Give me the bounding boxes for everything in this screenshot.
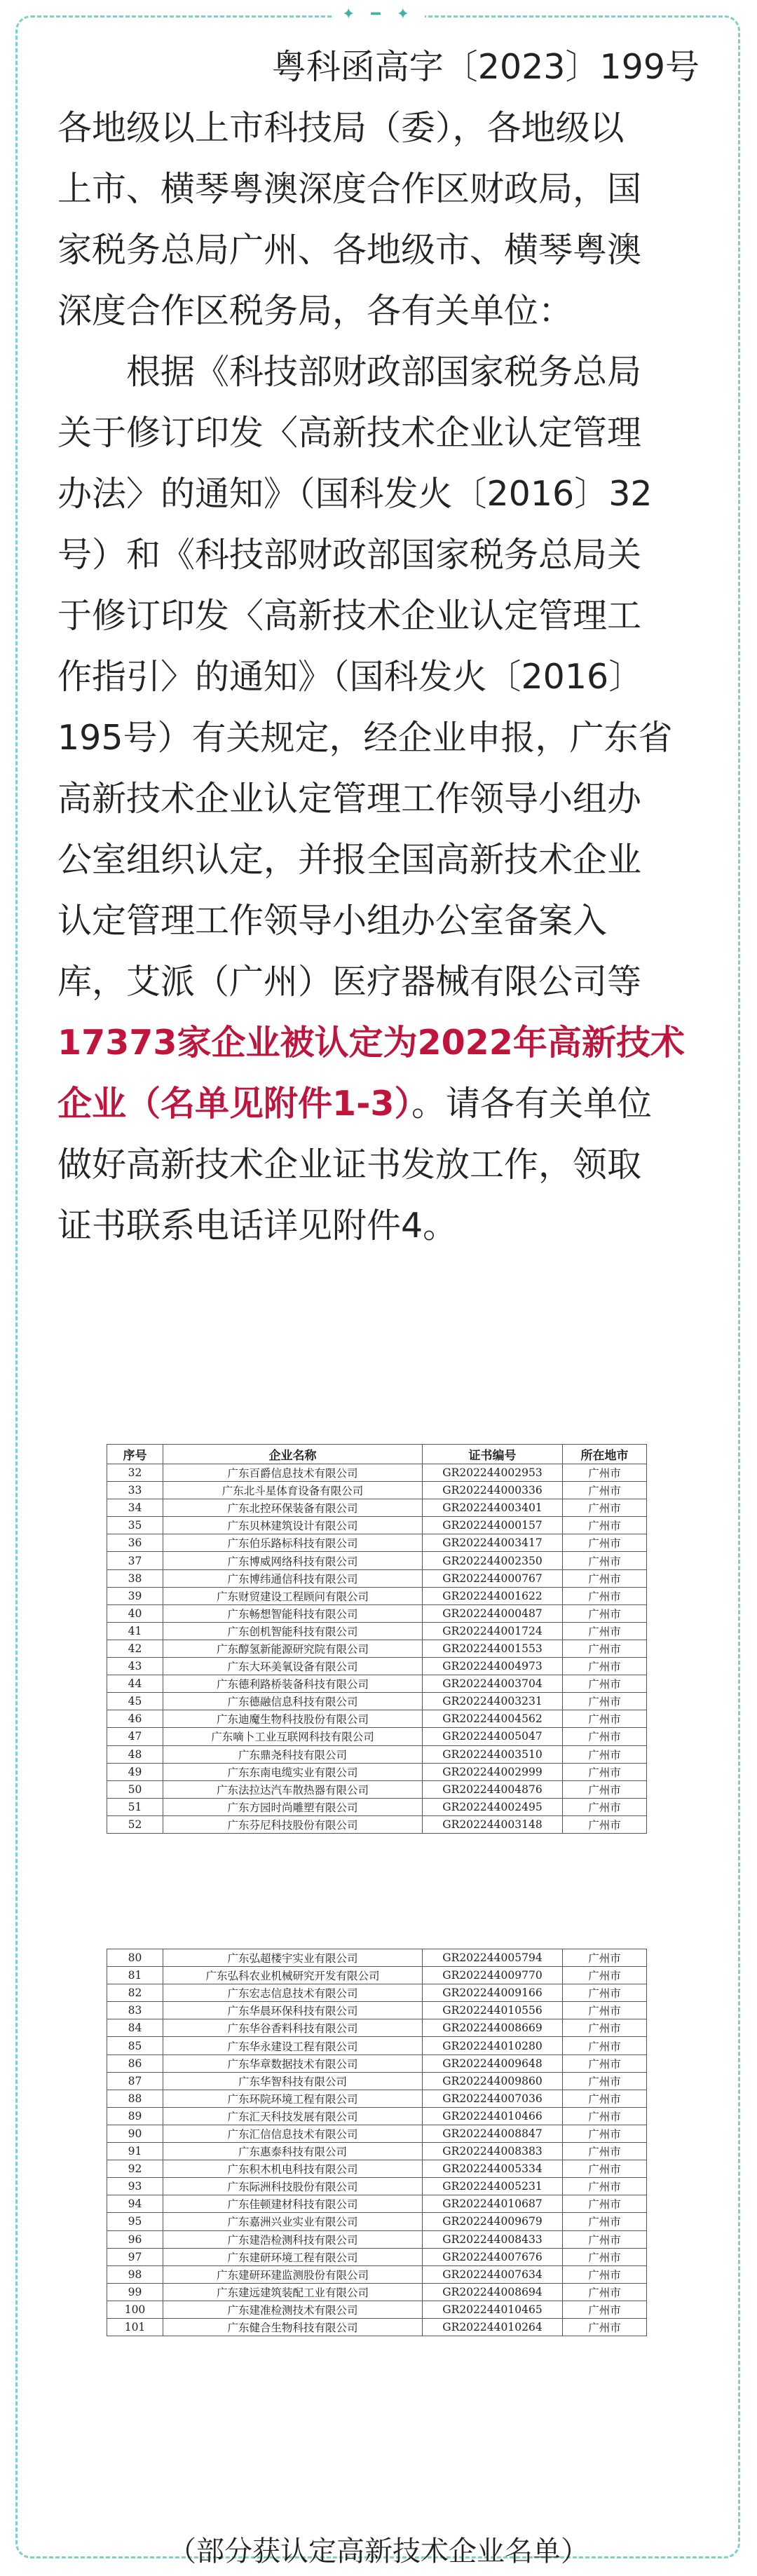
table-row (107, 1640, 647, 1657)
city: 广州市 (563, 1499, 647, 1517)
table-row (107, 1464, 647, 1482)
certificate-number: GR202244010280 (423, 2037, 563, 2054)
company-name: 广东建准检测技术有限公司 (163, 2301, 423, 2318)
company-name: 广东华永建设工程有限公司 (163, 2037, 423, 2054)
certificate-number: GR202244008433 (423, 2230, 563, 2248)
highlight-text-2: 企业（名单见附件1-3） (57, 1084, 412, 1124)
company-name: 广东博威网络科技有限公司 (163, 1552, 423, 1569)
decoration-ornament: ✦ ━ ✦ (332, 6, 425, 23)
table-row (107, 2318, 647, 2336)
table-row (107, 1622, 647, 1640)
table-row (107, 2213, 647, 2230)
company-name: 广东方园时尚雕塑有限公司 (163, 1798, 423, 1815)
company-table-part1 (107, 1444, 646, 1834)
table-row (107, 1675, 647, 1693)
certificate-number: GR202244010264 (423, 2318, 563, 2336)
table-row (107, 2072, 647, 2090)
body-line: 号）和《科技部财政部国家税务总局关 (57, 535, 642, 575)
table-row (107, 1967, 647, 1984)
table-header-row (107, 1445, 647, 1464)
document-number: 粤科函高字〔2023〕199号 (271, 47, 700, 87)
company-name: 广东伯乐路标科技有限公司 (163, 1534, 423, 1552)
certificate-number: GR202244002495 (423, 1798, 563, 1815)
city: 广州市 (563, 1763, 647, 1780)
certificate-number: GR202244007634 (423, 2265, 563, 2283)
row-number: 38 (107, 1569, 163, 1587)
city: 广州市 (563, 1552, 647, 1569)
column-header: 序号 (107, 1445, 163, 1464)
company-name: 广东芬尼科技股份有限公司 (163, 1815, 423, 1833)
city: 广州市 (563, 1967, 647, 1984)
table-row (107, 2160, 647, 2178)
certificate-number: GR202244008669 (423, 2019, 563, 2037)
company-name: 广东佳顿建材科技有限公司 (163, 2195, 423, 2213)
table-row (107, 1710, 647, 1728)
city: 广州市 (563, 2002, 647, 2019)
row-number: 45 (107, 1693, 163, 1710)
highlight-line-1 (57, 1012, 700, 1073)
table-row (107, 2143, 647, 2160)
company-name: 广东东南电缆实业有限公司 (163, 1763, 423, 1780)
body-line: 深度合作区税务局，各有关单位： (57, 291, 573, 331)
city: 广州市 (563, 1675, 647, 1693)
table-row (107, 1815, 647, 1833)
table-row (107, 2054, 647, 2072)
row-number: 89 (107, 2107, 163, 2125)
city: 广州市 (563, 2213, 647, 2230)
row-number: 80 (107, 1949, 163, 1967)
company-table-part2 (107, 1949, 646, 2336)
certificate-number: GR202244010465 (423, 2301, 563, 2318)
company-name: 广东积木机电科技有限公司 (163, 2160, 423, 2178)
certificate-number: GR202244000767 (423, 1569, 563, 1587)
table-row (107, 2265, 647, 2283)
certificate-number: GR202244009166 (423, 1984, 563, 2002)
row-number: 40 (107, 1604, 163, 1622)
city: 广州市 (563, 1949, 647, 1967)
body-line: 作指引〉的通知》（国科发火〔2016〕 (57, 657, 643, 697)
company-name: 广东弘超楼宇实业有限公司 (163, 1949, 423, 1967)
table-row (107, 2019, 647, 2037)
row-number: 84 (107, 2019, 163, 2037)
city: 广州市 (563, 1569, 647, 1587)
city: 广州市 (563, 1728, 647, 1745)
company-name: 广东百爵信息技术有限公司 (163, 1464, 423, 1482)
certificate-number: GR202244000157 (423, 1517, 563, 1534)
company-name: 广东华章数据技术有限公司 (163, 2054, 423, 2072)
city: 广州市 (563, 1658, 647, 1675)
row-number: 90 (107, 2125, 163, 2142)
body-line: 根据《科技部财政部国家税务总局 (126, 352, 642, 392)
body-line: 公室组织认定，并报全国高新技术企业 (57, 840, 642, 880)
city: 广州市 (563, 2019, 647, 2037)
certificate-number: GR202244008847 (423, 2125, 563, 2142)
city: 广州市 (563, 1745, 647, 1763)
certificate-number: GR202244004973 (423, 1658, 563, 1675)
city: 广州市 (563, 1984, 647, 2002)
city: 广州市 (563, 2037, 647, 2054)
row-number: 49 (107, 1763, 163, 1780)
certificate-number: GR202244002350 (423, 1552, 563, 1569)
company-name: 广东德利路桥装备科技有限公司 (163, 1675, 423, 1693)
row-number: 33 (107, 1482, 163, 1499)
row-number: 92 (107, 2160, 163, 2178)
table-row (107, 1499, 647, 1517)
city: 广州市 (563, 1534, 647, 1552)
certificate-number: GR202244005047 (423, 1728, 563, 1745)
certificate-number: GR202244010556 (423, 2002, 563, 2019)
tail-lines (57, 1134, 700, 1256)
table-row (107, 1587, 647, 1604)
city: 广州市 (563, 1604, 647, 1622)
highlight-line-2 (57, 1073, 700, 1134)
row-number: 96 (107, 2230, 163, 2248)
body-line: 各地级以上市科技局（委），各地级以 (57, 108, 625, 148)
certificate-number: GR202244005794 (423, 1949, 563, 1967)
row-number: 93 (107, 2178, 163, 2195)
company-name: 广东宏志信息技术有限公司 (163, 1984, 423, 2002)
body-line: 195号）有关规定，经企业申报，广东省 (57, 718, 673, 758)
row-number: 86 (107, 2054, 163, 2072)
certificate-number: GR202244001553 (423, 1640, 563, 1657)
row-number: 47 (107, 1728, 163, 1745)
table-row (107, 2107, 647, 2125)
table-row (107, 2002, 647, 2019)
certificate-number: GR202244004876 (423, 1780, 563, 1798)
city: 广州市 (563, 1710, 647, 1728)
row-number: 101 (107, 2318, 163, 2336)
table-row (107, 1552, 647, 1569)
company-name: 广东健合生物科技有限公司 (163, 2318, 423, 2336)
certificate-number: GR202244003510 (423, 1745, 563, 1763)
certificate-number: GR202244002953 (423, 1464, 563, 1482)
company-name: 广东嘀卜工业互联网科技有限公司 (163, 1728, 423, 1745)
city: 广州市 (563, 2125, 647, 2142)
city: 广州市 (563, 2265, 647, 2283)
table-row (107, 2090, 647, 2107)
certificate-number: GR202244009860 (423, 2072, 563, 2090)
city: 广州市 (563, 2283, 647, 2301)
column-header: 证书编号 (423, 1445, 563, 1464)
certificate-number: GR202244009648 (423, 2054, 563, 2072)
certificate-number: GR202244004562 (423, 1710, 563, 1728)
body-line: 家税务总局广州、各地级市、横琴粤澳 (57, 230, 642, 270)
city: 广州市 (563, 2107, 647, 2125)
certificate-number: GR202244008694 (423, 2283, 563, 2301)
certificate-number: GR202244009770 (423, 1967, 563, 1984)
table-row (107, 1763, 647, 1780)
row-number: 99 (107, 2283, 163, 2301)
city: 广州市 (563, 1693, 647, 1710)
row-number: 46 (107, 1710, 163, 1728)
company-name: 广东建远建筑装配工业有限公司 (163, 2283, 423, 2301)
highlight-text-1: 17373家企业被认定为2022年高新技术 (57, 1023, 685, 1063)
city: 广州市 (563, 2230, 647, 2248)
body-line: 认定管理工作领导小组办公室备案入 (57, 901, 608, 941)
certificate-number: GR202244003231 (423, 1693, 563, 1710)
company-name: 广东贝林建筑设计有限公司 (163, 1517, 423, 1534)
table-row (107, 1517, 647, 1534)
company-name: 广东鼎尧科技有限公司 (163, 1745, 423, 1763)
certificate-number: GR202244002999 (423, 1763, 563, 1780)
row-number: 100 (107, 2301, 163, 2318)
row-number: 83 (107, 2002, 163, 2019)
company-name: 广东建研环建监测股份有限公司 (163, 2265, 423, 2283)
company-name: 广东北斗星体育设备有限公司 (163, 1482, 423, 1499)
table-row (107, 2230, 647, 2248)
city: 广州市 (563, 1482, 647, 1499)
row-number: 91 (107, 2143, 163, 2160)
company-name: 广东财贸建设工程顾问有限公司 (163, 1587, 423, 1604)
city: 广州市 (563, 2090, 647, 2107)
company-name: 广东大环美氧设备有限公司 (163, 1658, 423, 1675)
city: 广州市 (563, 2318, 647, 2336)
top-decoration (0, 6, 757, 23)
company-name: 广东汇信信息技术有限公司 (163, 2125, 423, 2142)
certificate-number: GR202244010687 (423, 2195, 563, 2213)
row-number: 42 (107, 1640, 163, 1657)
row-number: 94 (107, 2195, 163, 2213)
table-row (107, 1780, 647, 1798)
table-row (107, 2125, 647, 2142)
certificate-number: GR202244000487 (423, 1604, 563, 1622)
city: 广州市 (563, 1815, 647, 1833)
company-name: 广东弘科农业机械研究开发有限公司 (163, 1967, 423, 1984)
body-line: 证书联系电话详见附件4。 (57, 1206, 458, 1246)
certificate-number: GR202244003417 (423, 1534, 563, 1552)
company-name: 广东创机智能科技有限公司 (163, 1622, 423, 1640)
city: 广州市 (563, 1798, 647, 1815)
table-row (107, 1534, 647, 1552)
company-table-2 (107, 1949, 647, 2336)
table-row (107, 1745, 647, 1763)
body-line: 关于修订印发〈高新技术企业认定管理 (57, 413, 642, 453)
city: 广州市 (563, 1517, 647, 1534)
table-row (107, 1569, 647, 1587)
company-name: 广东德融信息科技有限公司 (163, 1693, 423, 1710)
row-number: 36 (107, 1534, 163, 1552)
body-line: 于修订印发〈高新技术企业认定管理工 (57, 596, 642, 636)
city: 广州市 (563, 1780, 647, 1798)
column-header: 企业名称 (163, 1445, 423, 1464)
row-number: 50 (107, 1780, 163, 1798)
table-row (107, 1604, 647, 1622)
notice-body (57, 36, 700, 1256)
table-row (107, 1984, 647, 2002)
table-row (107, 2283, 647, 2301)
city: 广州市 (563, 1464, 647, 1482)
row-number: 51 (107, 1798, 163, 1815)
row-number: 39 (107, 1587, 163, 1604)
city: 广州市 (563, 2072, 647, 2090)
body-lines (57, 97, 700, 1012)
certificate-number: GR202244007676 (423, 2248, 563, 2265)
table-row (107, 1482, 647, 1499)
certificate-number: GR202244001724 (423, 1622, 563, 1640)
table-row (107, 2195, 647, 2213)
certificate-number: GR202244005334 (423, 2160, 563, 2178)
certificate-number: GR202244010466 (423, 2107, 563, 2125)
certificate-number: GR202244003148 (423, 1815, 563, 1833)
city: 广州市 (563, 1640, 647, 1657)
row-number: 41 (107, 1622, 163, 1640)
column-header: 所在地市 (563, 1445, 647, 1464)
certificate-number: GR202244009679 (423, 2213, 563, 2230)
body-line: 办法〉的通知》（国科发火〔2016〕32 (57, 474, 653, 514)
company-table-1 (107, 1444, 647, 1834)
city: 广州市 (563, 2178, 647, 2195)
company-name: 广东博纬通信科技有限公司 (163, 1569, 423, 1587)
city: 广州市 (563, 2143, 647, 2160)
row-number: 37 (107, 1552, 163, 1569)
table-row (107, 1693, 647, 1710)
table-row (107, 1728, 647, 1745)
row-number: 32 (107, 1464, 163, 1482)
table-row (107, 2301, 647, 2318)
company-name: 广东汇天科技发展有限公司 (163, 2107, 423, 2125)
company-name: 广东华晨环保科技有限公司 (163, 2002, 423, 2019)
certificate-number: GR202244007036 (423, 2090, 563, 2107)
company-name: 广东华智科技有限公司 (163, 2072, 423, 2090)
row-number: 95 (107, 2213, 163, 2230)
table-row (107, 1798, 647, 1815)
company-name: 广东法拉达汽车散热器有限公司 (163, 1780, 423, 1798)
row-number: 87 (107, 2072, 163, 2090)
company-name: 广东畅想智能科技有限公司 (163, 1604, 423, 1622)
certificate-number: GR202244003704 (423, 1675, 563, 1693)
table-row (107, 1949, 647, 1967)
row-number: 97 (107, 2248, 163, 2265)
company-name: 广东建浩检测科技有限公司 (163, 2230, 423, 2248)
city: 广州市 (563, 1587, 647, 1604)
row-number: 35 (107, 1517, 163, 1534)
city: 广州市 (563, 2160, 647, 2178)
row-number: 52 (107, 1815, 163, 1833)
company-name: 广东北控环保装备有限公司 (163, 1499, 423, 1517)
certificate-number: GR202244001622 (423, 1587, 563, 1604)
table-caption: （部分获认定高新技术企业名单） (168, 2535, 589, 2568)
row-number: 82 (107, 1984, 163, 2002)
table-row (107, 1658, 647, 1675)
certificate-number: GR202244003401 (423, 1499, 563, 1517)
row-number: 98 (107, 2265, 163, 2283)
certificate-number: GR202244000336 (423, 1482, 563, 1499)
city: 广州市 (563, 1622, 647, 1640)
city: 广州市 (563, 2195, 647, 2213)
certificate-number: GR202244005231 (423, 2178, 563, 2195)
city: 广州市 (563, 2054, 647, 2072)
row-number: 34 (107, 1499, 163, 1517)
body-line: 做好高新技术企业证书发放工作，领取 (57, 1145, 642, 1185)
row-number: 81 (107, 1967, 163, 1984)
company-name: 广东醇氢新能源研究院有限公司 (163, 1640, 423, 1657)
company-name: 广东惠泰科技有限公司 (163, 2143, 423, 2160)
table-row (107, 2037, 647, 2054)
company-name: 广东环院环境工程有限公司 (163, 2090, 423, 2107)
company-name: 广东华谷香料科技有限公司 (163, 2019, 423, 2037)
row-number: 44 (107, 1675, 163, 1693)
company-name: 广东嘉洲兴业实业有限公司 (163, 2213, 423, 2230)
company-name: 广东建研环境工程有限公司 (163, 2248, 423, 2265)
company-name: 广东际洲科技股份有限公司 (163, 2178, 423, 2195)
city: 广州市 (563, 2248, 647, 2265)
body-line: 高新技术企业认定管理工作领导小组办 (57, 779, 642, 819)
company-name: 广东迪魔生物科技股份有限公司 (163, 1710, 423, 1728)
city: 广州市 (563, 2301, 647, 2318)
row-number: 48 (107, 1745, 163, 1763)
row-number: 88 (107, 2090, 163, 2107)
table-row (107, 2248, 647, 2265)
highlight-rest: 。请各有关单位 (411, 1084, 653, 1124)
table-row (107, 2178, 647, 2195)
certificate-number: GR202244008383 (423, 2143, 563, 2160)
body-line: 上市、横琴粤澳深度合作区财政局，国 (57, 169, 642, 209)
row-number: 43 (107, 1658, 163, 1675)
row-number: 85 (107, 2037, 163, 2054)
body-line: 库，艾派（广州）医疗器械有限公司等 (57, 962, 642, 1002)
